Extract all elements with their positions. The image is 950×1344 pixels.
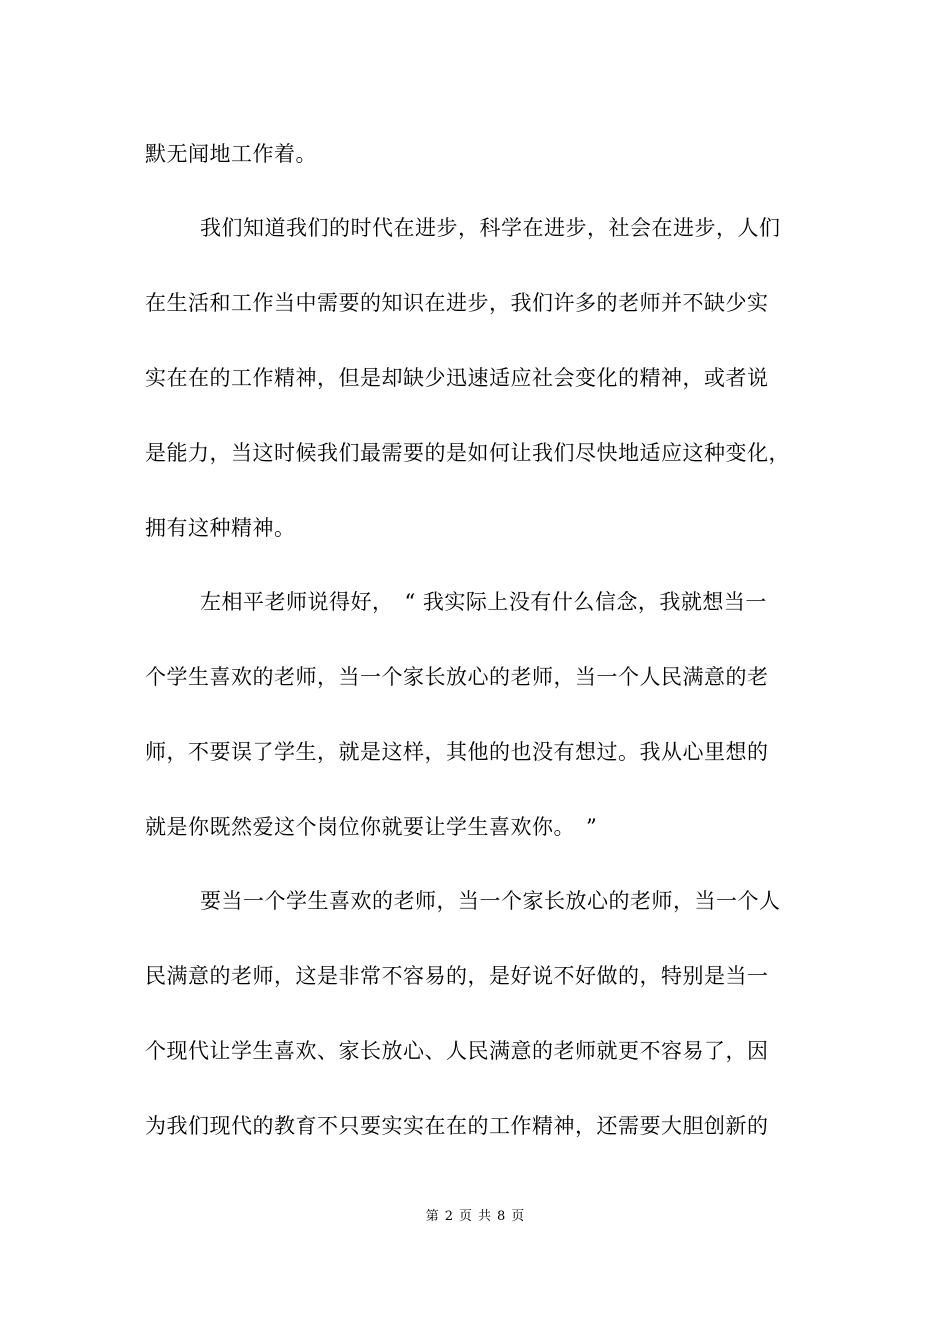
text-line: 拥有这种精神。 xyxy=(145,516,296,540)
text-line: 就是你既然爱这个岗位你就要让学生喜欢你。 ” xyxy=(145,815,598,839)
footer-page-word: 页 xyxy=(458,1209,472,1224)
text-line: 个学生喜欢的老师，当一个家长放心的老师，当一个人民满意的老 xyxy=(145,665,769,689)
text-line: 为我们现代的教育不只要实实在在的工作精神，还需要大胆创新的 xyxy=(145,1114,769,1138)
page-footer xyxy=(0,1208,950,1226)
text-line: 实在在的工作精神，但是却缺少迅速适应社会变化的精神，或者说 xyxy=(145,366,769,390)
footer-prefix: 第 xyxy=(425,1209,439,1224)
footer-total-word: 共 xyxy=(478,1209,492,1224)
paragraph-start-line: 我们知道我们的时代在进步，科学在进步，社会在进步，人们 xyxy=(200,216,781,240)
text-line: 是能力，当这时候我们最需要的是如何让我们尽快地适应这种变化， xyxy=(145,441,790,465)
text-line: 个现代让学生喜欢、家长放心、人民满意的老师就更不容易了，因 xyxy=(145,1039,769,1063)
paragraph-start-line: 左相平老师说得好， “ 我实际上没有什么信念，我就想当一 xyxy=(200,590,767,614)
text-line: 在生活和工作当中需要的知识在进步，我们许多的老师并不缺少实 xyxy=(145,291,769,315)
text-line: 民满意的老师，这是非常不容易的，是好说不好做的，特别是当一 xyxy=(145,964,769,988)
total-pages-number: 8 xyxy=(497,1209,506,1224)
current-page-number: 2 xyxy=(444,1209,453,1224)
paragraph-start-line: 要当一个学生喜欢的老师，当一个家长放心的老师，当一个人 xyxy=(200,889,781,913)
text-line: 默无闻地工作着。 xyxy=(145,142,317,166)
text-line: 师，不要误了学生，就是这样，其他的也没有想过。我从心里想的 xyxy=(145,740,769,764)
footer-suffix: 页 xyxy=(511,1209,525,1224)
